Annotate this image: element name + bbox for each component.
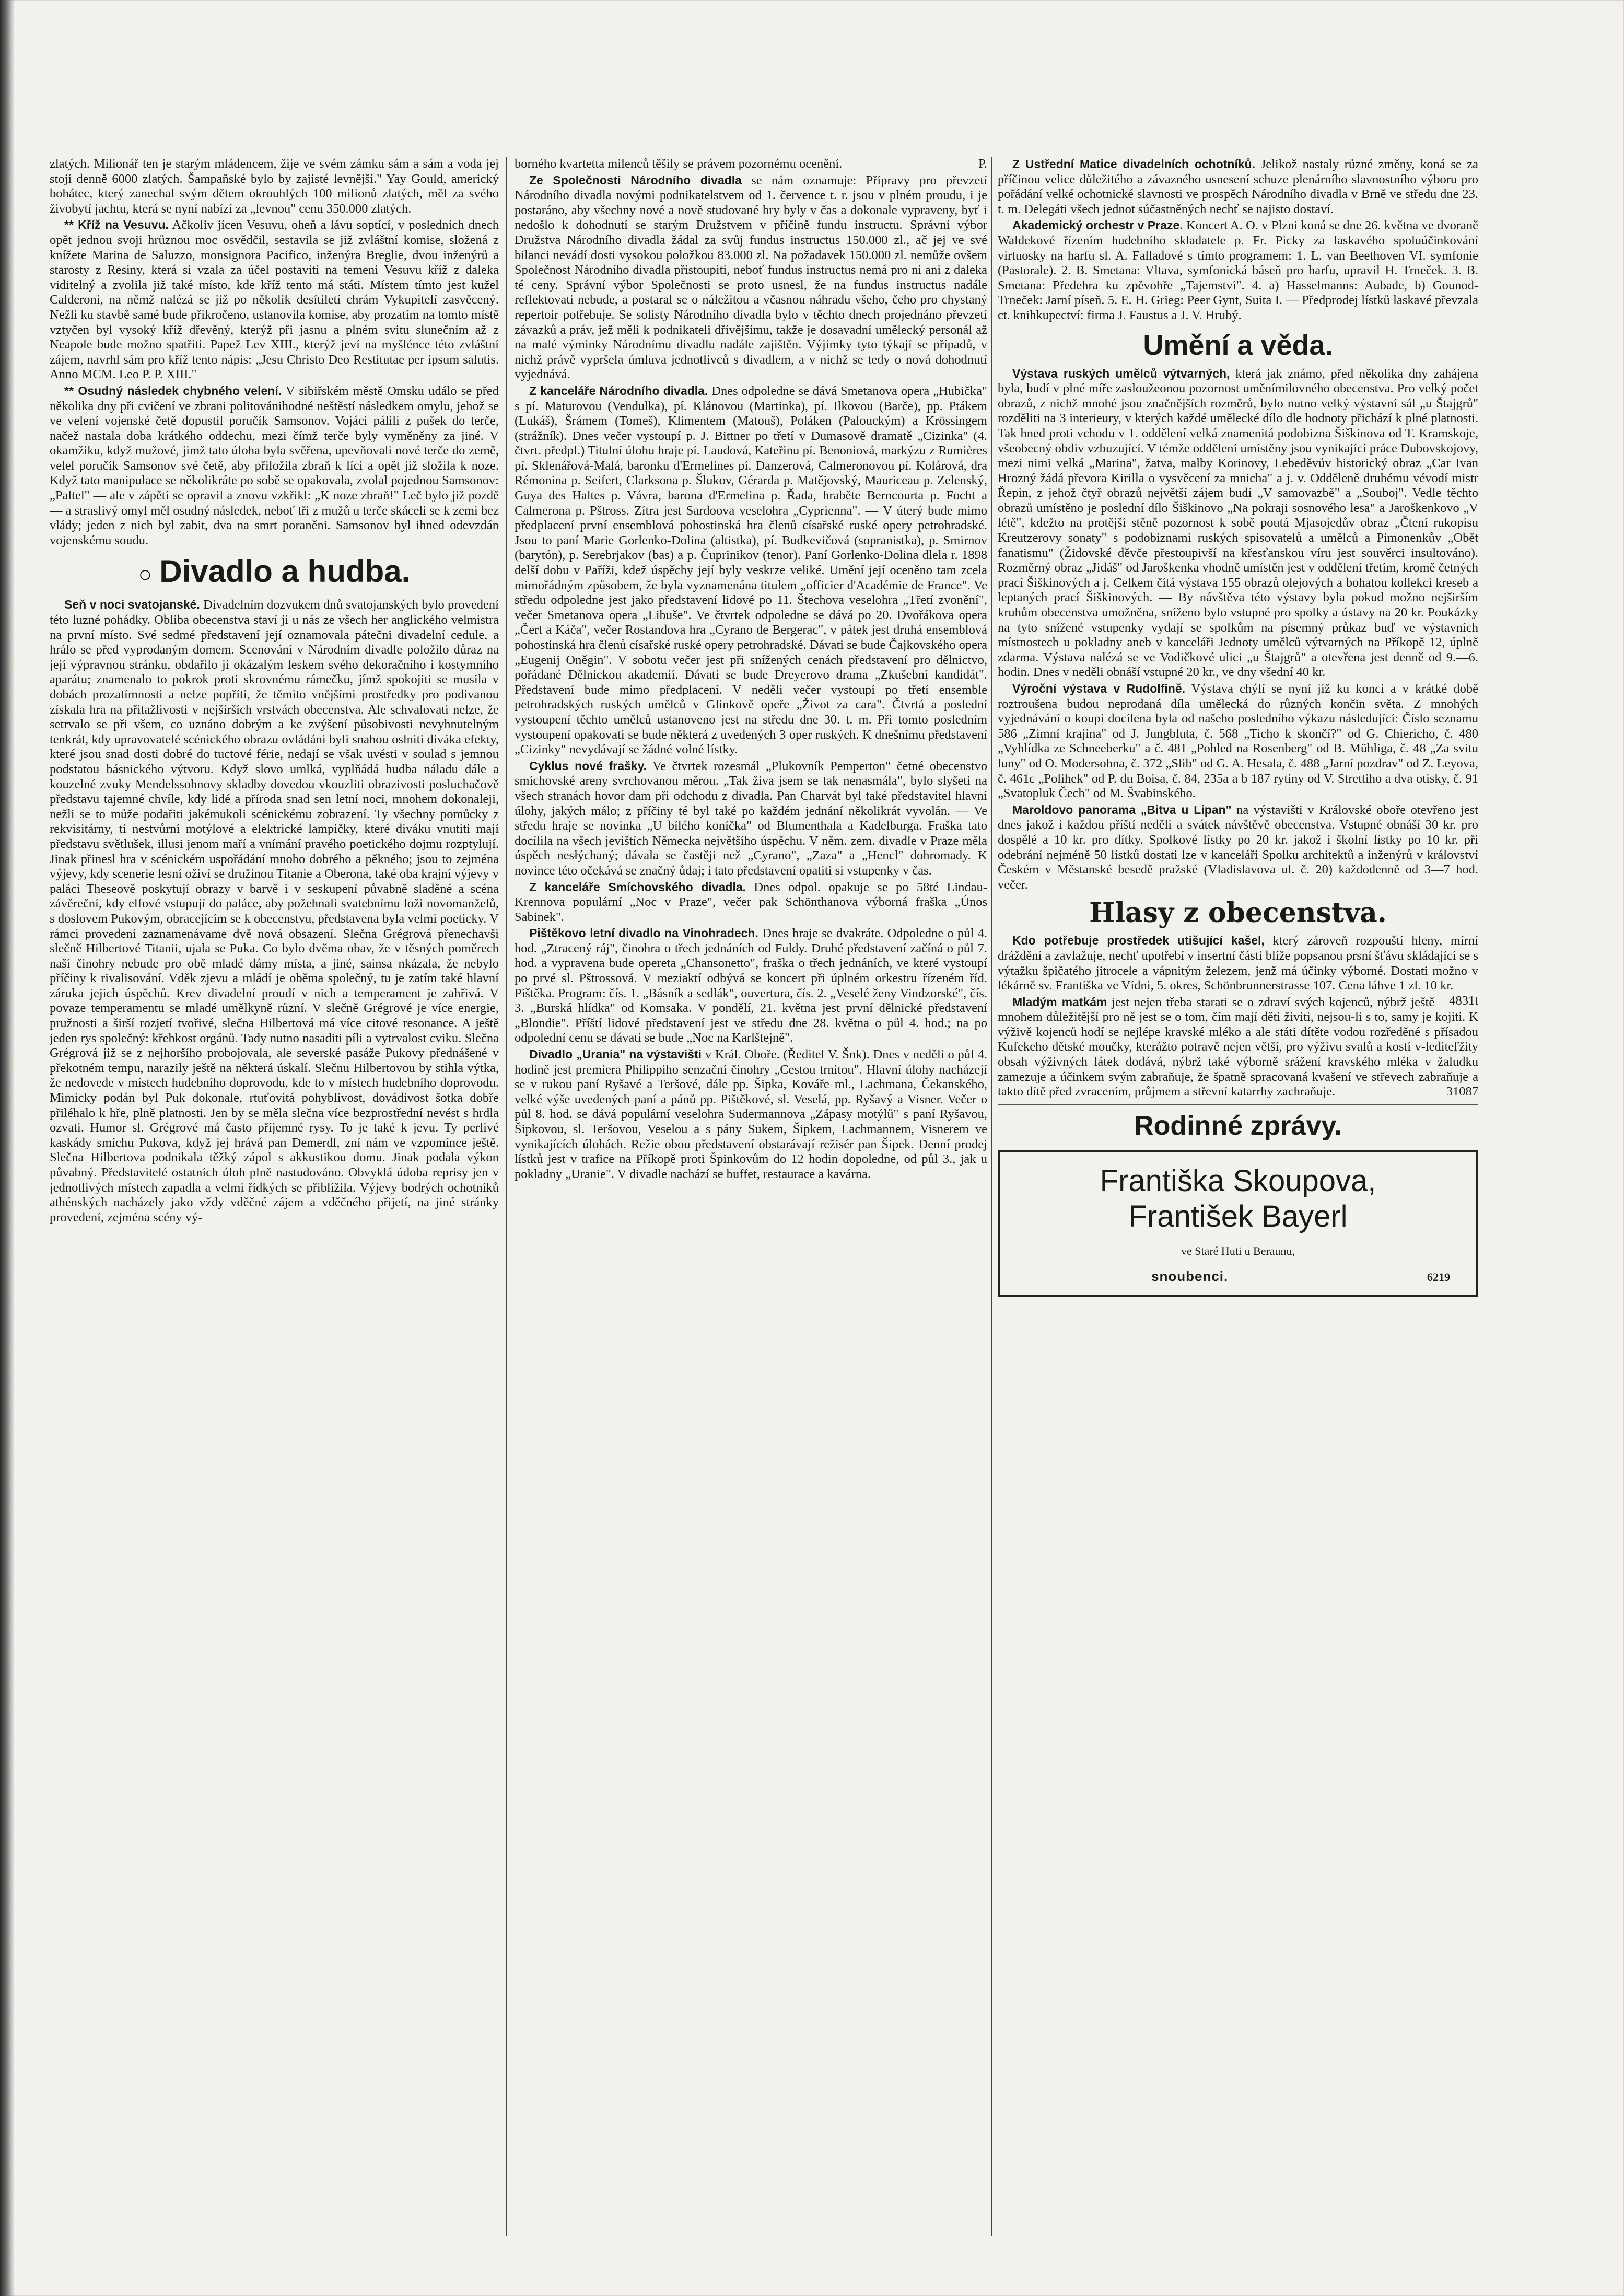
section-heading-family: Rodinné zprávy. (1134, 1110, 1342, 1141)
ad-number: 4831t (1449, 993, 1478, 1008)
ornament-icon: ○ (138, 562, 153, 588)
engagement-announcement (998, 1150, 1478, 1297)
section-heading-readers: Hlasy z obecenstva. (1089, 897, 1387, 929)
article-body: Ačkoliv jícen Vesuvu, oheň a lávu soptící, v posledních dnech opět jednou svoji hrůznou moc osvědčil, sestavila se již zvláštní komise, složená z knížete Marina de Saluzzo, monsignora Pacifico, inženýra Breglie, dvou inženýrů a starosty z Resiny, která si vzala za účel postaviti na temeni Vesuvu kříž z daleka viditelný a zvolila již také místo, kde kříž tento má státi. Místem tímto jest kužel Calderoni, na němž nalézá se již po několik desítiletí chrám Vykupitelí zasvěcený. Nežli ku stavbě samé bude přikročeno, ustanovila komise, aby prozatím na tomto místě vztyčen byl vysoký kříž dřevěný, kterýž při jasnu a plném svitu slunečním až z Neapole bude možno spatřiti. Papež Lev XIII., kterýž jeví na myšlénce této zvláštní zájem, navrhl sám pro kříž tento nápis: „Jesu Christo Deo Restitutae per ipsum salutis. Anno MCM. Leo P. P. XIII." (50, 218, 499, 382)
article-paragraph: Pištěkovo letní divadlo na Vinohradech. Dnes hraje se dvakráte. Odpoledne o půl 4. hod. „Ztracený ráj", činohra o třech jednáních od Fuldy. Druhé představení začíná o půl 7. hod. a vypravena bude opereta „Chansonetto", fraška o třech jednáních, ve které vystoupí po prvé sl. Pštrossová. V meziaktí odbývá se koncert při úplném orkestru řízeném říd. Pištěka. Program: čís. 1. „Básník a sedlák", ouvertura, čís. 2. „Veselé ženy Vindzorské", čís. 3. „Burská hlídka" od Komsaka. V pondělí, 21. května jest první dělnické představení „Blondie". Příští lidové představení jest ve středu dne 28. května o půl 4. hod.; na po odpolední cenu se dávati se bude „Noc na Karlštejně". (515, 926, 987, 1045)
column-rule (506, 157, 507, 2236)
article-paragraph: zlatých. Milionář ten je starým mládencem, žije ve svém zámku sám a sám a voda jej stojí denně 6000 zlatých. Šampaňské bylo by zajisté levnější." Yay Gould, americký boháteс, který zanechal svým dětem okrouhlých 100 milionů zlatých, měl za svého živobytí jachtu, která se nyní nabízí za „levnou" cenu 350.000 zlatých. (50, 157, 499, 216)
article-title: Z kanceláře Národního divadla. (529, 383, 708, 398)
divider (998, 1104, 1478, 1105)
article-body: Divadelním dozvukem dnů svatojanských bylo provedení této luzné pohádky. Obliba obecenstva staví ji u nás ze všech her anglického velmistra na první místo. Své sedmé představení její oznamovala pátečni divadelní cedule, a hrálo se před vyprodaným domem. Scenování v Národním divadle položilo důraz na její výpravnou stránku, obdařilo ji okázalým leskem svého dekoračního i kostymního aparátu; znamenalo to pokrok proti skrovnému rámečku, jímž spokojiti se musila v dobách prozatímnosti a nelze popříti, že těmito vnějšími prostředky pro podivanou získala hra na přitažlivosti v nejširších vrstvách obecenstva. Ale schvalovati nelze, že setrvalo se při všem, co uznáno dobrým a ke zvýšení působivosti nevyhnutelným tenkrát, kdy upravovatelé scénického obrazu ovládáni byli snahou oslniti diváka efekty, které jsou snad dosti dobré do tuctové férie, nedají se však uvésti v soulad s jemnou podstatou básnického výtvoru. Když slovo umlká, vyplňádá hudba náladu dále a kouzelné zvuky Mendelssohnovy skladby dovedou vkouzliti obrazivosti posluchačově představu tajemné chvíle, kdy lidé a příroda snad sen letní noci, mnohem dokonaleji, nežli se to může podařiti jakémukoli scénickému zobrazení. Ty všechny pomůcky z rekvisitárny, ti nestvůrní motýlové a elektrické lampičky, které diváku vnutiti mají představu světlušek, illusi jenom maří a vnímání pravého poetického dojmu rozptylují. Jinak přinesl hra v scénickém uspořádání mnoho dobrého a pěkného; jsou to zejména výjevy, kdy scenerie lesní oživí se družinou Titanie a Oberona, také oba krajní výjevy v paláci Theseově poskytují obrazy v barvě i v seskupení půvabně sladěné a scéna závěreční, kdy elfové vstupují do paláce, aby požehnali svatebnímu loži novomanželů, s doslovem Pukovým, obracejícím se k obecenstvu, představena byla velmi poeticky. V rámci provedení zaznamenávame dvě nová obsazení. Slečna Grégrová přenechavši slečně Hilbertové Titanii, ujala se Puka. Co bylo dvěma obav, že v těsných poměrech naší činohry nebude pro obě mladé dámy místa, a jiné, sainsa nkázala, že nebylo příčiny k rivalisování. Vděk zjevu a mládí je oběma společný, tu je zatím také hlavní záruka jejich úspěchů. Krev divadelní proudí v nich a temperament je zahřivá. V povaze temperamentu se mladé umělkyně různí. V slečně Grégrové je více energie, pružnosti a širší rozjetí tvořivé, slečna Hilbertová má více citové resonance. A ještě jeden rys společný: křehkost orgánů. Tady nutno nasaditi píli a vytrvalost cviku. Slečna Grégrová již se z nejhoršího probojovala, ale severské pasáže Pukovy přednášené v překotném tempu, narazily ještě na některá úskalí. Slečnu Hilbertovou by stihla výtka, že nedovede v místech hudebního doprovodu, kde to v místech hudebního doprovodu. Mimicky podán byl Puk dokonale, rtuťovitá pohyblivost, dovádivost šotka dobře přiléhalo k hře, plně platnosti. Jen by se měla slečna více bezprostřední nevést s hrdla ozvati. Humor sl. Grégrové má často příjemné rysy. To je také k jevu. Ty perlivé kaskády smíchu Pukova, když jej hrává pan Demerdl, zní nám ve vzpomínce ještě. Slečna Hilbertova podnikala těžký zápol s akkustikou domu. Jinak podala výkon půvabný. Představitelé ostatních úloh plně nastudováno. Obvyklá údoba reprisy jen v jednotlivých místech zapadla a velmi řídkých se přiblížila. Výjevy bodrých ochotníků athénských nacházely jako vždy vděčné zájem a vděčného přijetí, na jiné stránky provedení, zejména scény vý- (50, 598, 499, 1225)
article-title: Ze Společnosti Národního divadla (529, 173, 742, 187)
article-paragraph: Mladým matkám jest nejen třeba starati se o zdraví svých kojenců, nýbrž ještě mnohem důležitější pro ně jest se o tom, čím mají děti živiti, nejsou-li s to, samy je kojiti. K výživě kojenců hodí se nejlépe kravské mléko a ale státi dítěte vodou rozředěné s přísadou Kufekeho dětské moučky, kterážto potravě nejen větší, pro výživu svalů a kostí v-lediteľžity obsah výživných látek dodává, nýbrž také výborně srážení kravského mléka v žaludku zamezuje a účinkem svým zabraňuje, že špatně spracovaná kvašení ve střevech zabraňuje a takto dítě před zvracením, průjmem a střevní katarrhy zachraňuje. 31087 (998, 995, 1478, 1099)
article-paragraph: Kdo potřebuje prostředek utišující kašel, který zároveň rozpouští hleny, mírní dráždění a zavlažuje, nechť upotřebí v insertní části blíže popsanou prsní šťávu skládající se s výtažku špičatého jitrocele a vápnitým železem, jenž má účinky výborné. Dostati možno v lékárně sv. Františka ve Vídni, 5. okres, Schönbrunnerstrasse 107. Cena láhve 1 zl. 10 kr. 4831t (998, 934, 1478, 1008)
article-paragraph: Akademický orchestr v Praze. Koncert A. O. v Plzni koná se dne 26. května ve dvoraně Waldekové řízením hudebního skladatele p. Fr. Picky za laskavého spoluúčinkování virtuosky na harfu sl. A. Falladové s tímto programem: 1. L. van Beethoven VI. symfonie (Pastorale). 2. B. Smetana: Vltava, symfonická báseň pro harfu, upravil H. Trneček. 3. B. Smetana: Předehra ku zpěvohře „Tajemství". 4. a) Hasselmanns: Aubade, b) Gounod-Trneček: Jarní píseň. 5. E. H. Grieg: Peer Gynt, Suita I. — Předprodej lístků laskavé převzala ct. knihkupectví: firma J. Faustus a J. V. Hrubý. (998, 218, 1478, 322)
column-3 (998, 157, 1478, 2239)
article-title: Pištěkovo letní divadlo na Vinohradech. (529, 926, 758, 940)
article-paragraph (50, 217, 499, 382)
ad-number: 6219 (1427, 1271, 1450, 1284)
column-1 (50, 157, 499, 2239)
article-body: V sibiřském městě Omsku událo se před několika dny při cvičení ve zbrani politovánihodné neštěstí následkem omylu, jehož se ve velení vojenské četě dopustil poručík Samsonov. Vojáci pálili z pušek do terče, načež nastala doba krátkého oddechu, mezi čímž terče byly vyměněny za jiné. V okamžiku, když mužové, jimž tato úloha byla svěřena, upevňovali nové terče do země, velel poručík Samsonov své četě, aby přiložila zbraň k líci a opět již složila k noze. Když tato manipulace se několikráte po sobě se opakovala, zvolal pojednou Samsonov: „Paltel" — ale v zápětí se opravil a znovu vzkřikl: „K noze zbraň!" Leč bylo již pozdě — a straslivý omyl měl osudný následek, neboť tři z mužů u terče skáceli se k zemi bez vlády; jeden z nich byl zabit, dva na smrt poraněni. Samsonov byl ihned odevzdán vojenskému soudu. (50, 383, 499, 547)
article-title: Kdo potřebuje prostředek utišující kašel, (1012, 934, 1265, 948)
article-paragraph: Z kanceláře Národního divadla. Dnes odpoledne se dává Smetanova opera „Hubička" s pí. Maturovou (Vendulka), pí. Klánovou (Martinka), pí. Ilkovou (Barče), pp. Ptákem (Lukáš), Šrámem (Tomeš), Klimentem (Matouš), Poláken (Palouckým) a Krössingem (strážník). Dnes večer vystoupí p. J. Bittner po třetí v Dumasově dramatě „Cizinka" (4. čtvrt. předpl.) Titulní úlohu hraje pí. Laudová, Kateřinu pí. Benoniová, markýzu z Rumières pí. Sklenářová-Malá, baronku d'Ermelines pí. Danzerová, Calmeronovou pí. Kolárová, dra Rémonina p. Seifert, Clarksona p. Šlukov, Gérarda p. Matějovský, Mauriceau p. Zelenský, Guya des Haltes p. Vávra, barona d'Ermelina p. Řada, hraběte Berncourta p. Focht a Calmerona p. Pštross. Zítra jest Sardoova veselohra „Cypriennа". — V úterý bude mimo předplacení první ensemblová pohostinská hra členů císařské ruské opery petrohradské. Jsou to paní Marie Gorlenko-Dolina (altistka), pí. Budkevičová (sopranistka), p. Smirnov (barytón), p. Serebrjakov (bas) a p. Čuprinikov (tenor). Paní Gorlenko-Dolina dlela r. 1898 delší dobu v Paříži, kdež úspěchy její byly veskrze veliké. Umění její oceněno tam zcela mimořádným způsobem, že byla vyznamenána titulem „officier d'Académie de France". Ve středu odpoledne jest jako představení lidové po 11. Štechova veselohra „Třetí zvonění", večer Smetanova opera „Libuše". Ve čtvrtek odpoledne se dává po 20. Dvořákova opera „Čert a Káča", večer Rostandova hra „Cyrano de Bergerac", v pátek jest druhá ensemblová pohostinská hra členů císařské ruské opery petrohradské. Dávati se bude Čajkovského opera „Eugenij Oněgin". V sobotu večer jest při snížených cenách představení pro dělnictvo, pořádané Dělnickou akademií. Dávati se bude Dreyerovo drama „Zkušební kandidát". Představení bude mimo předplacení. V neděli večer vystoupí po třetí ensemble petrohradských ruských umělců v Glinkově opeře „Život za cara". Čtvrtá a poslední vystoupení těchto umělců ustanoveno jest na středu dne 30. t. m. Při tomto posledním vystoupení opakovati se bude některá z uvedených 3 oper ruských. K dnešnímu představení „Cizinky" nevydávají se žádné volné lístky. (515, 383, 987, 757)
article-title: Divadlo „Urania" na výstavišti (529, 1047, 702, 1062)
article-title: Seň v noci svatojanské. (64, 598, 200, 612)
announcement-name: František Bayerl (1128, 1199, 1348, 1233)
article-paragraph: Divadlo „Urania" na výstavišti v Král. Oboře. (Ředitel V. Šnk). Dnes v neděli o půl 4. hodině jest premiera Philippiho senzační činohry „Cestou trnitou". Hlavní úlohy nacházejí se v rukou paní Ryšavé a Teršové, dále pp. Šipka, Kováře ml., Lachmana, Čekanského, velké výše uvedených paní a pánů pp. Pištěkové, sl. Veselá, pp. Ryšavý a Visner. Večer o půl 8. hod. se dává populární veselohra Sudermannova „Zápasy motýlů" s paní Ryšavou, Šipkovou, sl. Teršovou, Veselou a s pány Sukem, Šipkem, Lachmannem, Visnerem ve vynikajících úlohách. Režie obou představení obstarávají režisér pan Šipek. Denní prodej lístků jest v trafice na Příkopě proti Špinkovům do 12 hodin dopoledne, od půl 3., jak u pokladny „Uranie". V divadle nachází se buffet, restaurace a kavárna. (515, 1047, 987, 1181)
announcement-place: ve Staré Huti u Beraunu, (1181, 1244, 1295, 1257)
article-title: ** Osudný následek chybného velení. (64, 383, 282, 398)
announcement-name: Františka Skoupova, (1100, 1163, 1376, 1198)
article-paragraph: Výroční výstava v Rudolfině. Výstava chýlí se nyní již ku konci a v krátké době roztroušena budou neprodaná díla umělecká do různých končin světa. Z mnohých vyjednávání o koupi docílena byla od našeho posledního výkazu následující: Číslo seznamu 586 „Zimní krajina" od J. Jungbluta, č. 568 „Ticho k skončí?" od G. Chiericho, č. 480 „Vyhlídka ze Schneeberku" a č. 481 „Pohled na Rosenberg" od B. Mühliga, č. 48 „Za svitu luny" od O. Modersohna, č. 372 „Slib" od G. A. Hesala, č. 488 „Jarní pozdrav" od Z. Leyova, č. 461c „Polihek" od P. du Boisa, č. 84, 235a a b 187 rytiny od V. Strettiho a dva otisky, č. 91 „Svatopluk Čech" od M. Švabinského. (998, 682, 1478, 801)
article-title: Z Ustřední Matice divadelních ochotníků. (1012, 157, 1256, 171)
article-title: Akademický orchestr v Praze. (1012, 218, 1183, 232)
article-paragraph (50, 597, 499, 1225)
announcement-status: snoubenci. (1151, 1268, 1229, 1285)
article-paragraph: Maroldovo panorama „Bitva u Lipan" na výstavišti v Královské oboře otevřeno jest dnes jakož i každou příští neděli a svátek návštěvě obecenstva. Vstupné obnáší 30 kr. pro dospělé a 10 kr. pro dítky. Spolkové lístky po 20 kr. jakož i školní lístky po 10 kr. při odebrání nejméně 50 lístků dostati lze v kanceláři Spolku architektů a inženýrů v království Českém v Městanské besedě pražské (Vladislavova ul. č. 20) každodenně od 3—7 hod. večer. (998, 802, 1478, 892)
column-2 (515, 157, 987, 2239)
article-title: Cyklus nové frašky. (529, 759, 647, 773)
article-paragraph: Ze Společnosti Národního divadla se nám oznamuje: Přípravy pro převzetí Národního divadla novými podnikatelstvem od 1. července t. r. jsou v plném proudu, i je postaráno, aby všechny nové a nově studované hry byly v čas a dokonale vypraveny, byť i nedošlo k dohodnutí se starým Družstvem v příčině fundu instructu. Správní výbor Družstva Národního divadla žádal za svůj fundus instructus 150.000 zl., ač jej ve své bilanci nevádí dosti vysokou položkou 83.000 zl. Na požadavek 150.000 zl. nemůže ovšem Společnost Národního divadla přistoupiti, neboť fundus instructus nemá pro ni ani z daleka té ceny. Správní výbor Společnosti se proto usnesl, že na fundus instructus nadále reflektovati nebude, a postaral se o náležitou a včasnou náhradu všeho, čeho pro chystaný repertoir potřebuje. Se solisty Národního divadla bylo v těchto dnech projednáno převzetí závazků a práv, jež měli k podnikateli dřívějšímu, takže je dosavadní umělecký personál až na malé výminky Národnímu divadlu nadále zajištěn. Výjimky tyto týkají se případů, v nichž právě vypršela úmluva jednotlivců s divadlem, a v nichž se tedy o nová dohodnutí vyjednává. (515, 173, 987, 382)
article-title: Maroldovo panorama „Bitva u Lipan" (1012, 802, 1232, 817)
article-paragraph (50, 383, 499, 549)
article-title: Z kanceláře Smíchovského divadla. (529, 880, 746, 894)
scan-edge-shadow (0, 0, 15, 2296)
article-title: ** Kříž na Vesuvu. (64, 218, 169, 232)
author-signature: P. (978, 157, 987, 171)
article-title: Mladým matkám (1012, 995, 1107, 1009)
article-paragraph: Výstava ruských umělců výtvarných, která jak známo, před několika dny zahájena byla, budí v plné míře zasloužeonou pozornost uměnímilovného obecenstva. Pro velký počet obrazů, z nichž mnohé jsou značnějších rozměrů, bylo nutno velký výstavní sál „u Štajgrů" rozděliti na 3 interieury, v kterých každé umělecké dílo dle hodnoty přichází k plné platnosti. Tak hned proti vchodu v 1. oddělení velká znamenitá podobizna Šiškinova od T. Kramskoje, všeobecný obdiv vzbuzující. V témže oddělení umístěny jsou vynikající práce Dubovskojovy, mezi nimi velká „Marina", žatva, malby Korinovy, Lebeděvův historický obraz „Car Ivan Hrozný žádá převora Kirilla o vysvěcení za mnicha" a j. v. Odděleně druhému vévodí mistr Řepin, z jehož čtyř obrazů největší zájem budí „V samovazbě" a „Souboj". Vedle těchto obrazů umístěno je poslední dílo Šiškinovo „Na pokraji sosnového lesa" a Jaroškenkovo „V létě", kdežto na protější stěně pozornost k sobě poutá Mjasojedův obraz „Čtení rukopisu Kreutzerovy sonaty" s podobiznami ruských spisovatelů a umělců a Pimonenkův „Obět fanatismu" (Židovské děvče přestoupivší na křesťanskou víru jest souvěrci insultováno). Rozměrný obraz „Jidáš" od Jaroškenka vhodně umístěn jest v oddělení třetím, kromě četných prací Šiškinových a j. Celkem čítá výstava 155 obrazů olejových a bohatou kollekci kreseb a leptaných prací Šiškinových. — By návštěva této výstavy byla pokud možno nejširším kruhům obecenstva umožněna, sníženo bylo vstupné pro spolky a ústavy na 20 kr. Poukázky na tyto snížené vstupenky vydají se spolkům na písemný průkaz buď ve výstavních místnostech u pokladny aneb v kanceláři Jednoty umělců výtvarných na Příkopě 12, úplně zdarma. Výstava nalézá se ve Vodičkové ulici „u Štajgrů" a otevřena jest denně od 9.—6. hodin. Dnes v neděli obnáší vstupné 20 kr., ve dny všední 40 kr. (998, 366, 1478, 680)
article-title: Výroční výstava v Rudolfině. (1012, 682, 1186, 695)
section-heading-theatre: ○ Divadlo a hudba. (138, 554, 411, 589)
ad-number: 31087 (1446, 1085, 1478, 1099)
section-heading-arts: Umění a věda. (1143, 329, 1333, 361)
article-paragraph: Z Ustřední Matice divadelních ochotníků. Jelikož nastaly různé změny, koná se za příčinou velice důležitého a závazného usnesení schuze plenárního slavnostního výboru pro pořádání velké ochotnické slavnosti ve prospěch Národního divadla v Brně ve středu dne 23. t. m. Delegáti všech jednot súčastněných nechť se najisto dostaví. (998, 157, 1478, 216)
article-title: Výstava ruských umělců výtvarných, (1012, 366, 1230, 380)
article-paragraph: Z kanceláře Smíchovského divadla. Dnes odpol. opakuje se po 58té Lindau-Krennova populární „Noc v Praze", večer pak Schönthanova výborná fraška „Únos Sabinek". (515, 880, 987, 924)
article-paragraph: Cyklus nové frašky. Ve čtvrtek rozesmál „Plukovník Pemperton" četné obecenstvo smíchovské areny svrchovanou měrou. „Tak živa jsem se tak nenasmála", bylo slyšeti na všech stranách hovor dam při odchodu z divadla. Pan Charvát byl také představitel hlavní úlohy, jakých málo; z příčiny té byl také po každém jednání několikrát vyvolán. — Ve středu hraje se novinka „U bílého koníčka" od Blumenthala a Kadelburga. Fraška tato docílila na všech jevištích Německa největšího úspěchu. V něm. zem. divadle v Praze měla úspěch nesłýchaný; dávala se častěji než „Cyrano", „Zaza" a „Hencl" dohromady. K novince této očekává se značný ůdaj; i tato představení opatiti si vstupenky v čas. (515, 759, 987, 878)
column-rule (991, 157, 992, 2236)
article-paragraph: borného kvartetta milenců těšily se právem pozornému ocenění. P. (515, 157, 987, 171)
